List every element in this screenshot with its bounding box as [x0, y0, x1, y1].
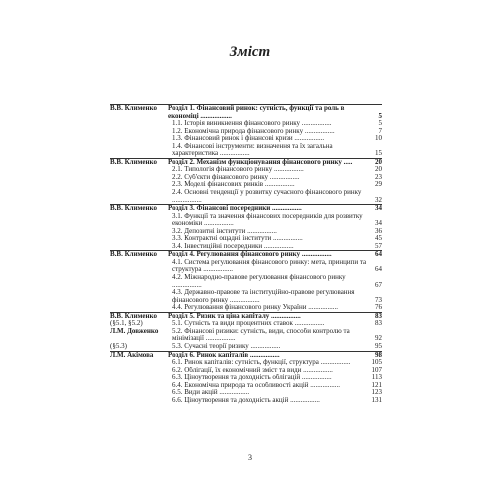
toc-chapter-row — [110, 104, 382, 120]
toc-section-title: 6.5. Види акцій ................. — [172, 389, 250, 397]
toc-section-title: 5.3. Сучасні теорії ризику ................. — [172, 342, 281, 350]
toc-page-number: 20 — [375, 157, 382, 166]
toc-section-row — [110, 243, 382, 251]
toc-section-row — [110, 359, 382, 367]
toc-chapter-title: Розділ 6. Ринок капіталів ................. — [168, 351, 280, 359]
toc-page-number: 131 — [371, 395, 382, 404]
toc-section-row — [110, 128, 382, 136]
toc-section-row — [110, 367, 382, 375]
toc-chapter-title: Розділ 3. Фінансові посередники ................. — [168, 205, 302, 213]
toc-page-number: 34 — [375, 204, 382, 213]
toc-section-row — [110, 328, 382, 343]
toc-section-title: 3.1. Функції та значення фінансових посередників для розвитку економіки ................. — [172, 212, 363, 228]
toc-section-row — [110, 389, 382, 397]
toc-author: В.В. Клименко — [110, 158, 157, 166]
toc-chapter-row — [110, 351, 382, 360]
toc-page-number: 20 — [375, 165, 382, 174]
toc-section-title: 1.1. Історія виникнення фінансового ринку ................. — [172, 120, 332, 128]
toc-section-row — [110, 343, 382, 351]
toc-page-number: 64 — [375, 265, 382, 274]
toc-section-row — [110, 189, 382, 204]
toc-author: В.В. Клименко — [110, 312, 157, 320]
toc-section-row — [110, 374, 382, 382]
toc-section-title: 1.4. Фінансові інструменти: визначення та їх загальна характеристика ................. — [172, 142, 333, 158]
toc-page-number: 32 — [375, 195, 382, 204]
toc-author: Л.М. Довженко — [110, 327, 159, 335]
toc-chapter-title: Розділ 4. Регулювання фінансового ринку ................. — [168, 251, 332, 259]
toc-page-number: 36 — [375, 226, 382, 235]
toc-section-row — [110, 320, 382, 328]
toc-page-number: 107 — [371, 365, 382, 374]
toc-page-number: 23 — [375, 172, 382, 181]
toc-page-number: 83 — [375, 311, 382, 320]
toc-section-title: 6.2. Облігації, їх економічний зміст та види ................. — [172, 366, 333, 374]
toc-page-number: 121 — [371, 380, 382, 389]
toc-author: В.В. Клименко — [110, 205, 157, 213]
toc-page-number: 5 — [378, 111, 382, 120]
toc-chapter-row — [110, 158, 382, 167]
toc-page-number: 73 — [375, 295, 382, 304]
toc-section-row — [110, 289, 382, 304]
toc-section-row — [110, 181, 382, 189]
table-of-contents — [110, 104, 382, 404]
toc-page-number: 34 — [375, 219, 382, 228]
toc-section-title: 1.2. Економічна природа фінансового ринку ................. — [172, 127, 335, 135]
toc-section-title: 6.4. Економічна природа та особливості акцій ................. — [172, 381, 341, 389]
toc-section-row — [110, 382, 382, 390]
toc-page-number: 123 — [371, 388, 382, 397]
toc-chapter-title: Розділ 2. Механізм функціонування фінансового ринку ..... — [168, 158, 353, 166]
toc-chapter-row — [110, 250, 382, 259]
toc-section-title: 2.1. Типологія фінансового ринку ................. — [172, 166, 304, 174]
toc-section-row — [110, 213, 382, 228]
toc-page-number: 10 — [375, 134, 382, 143]
toc-author: (§5.3) — [110, 342, 127, 350]
toc-chapter-row — [110, 312, 382, 321]
toc-section-row — [110, 397, 382, 405]
toc-section-title: 3.2. Депозитні інститути ................. — [172, 227, 277, 235]
toc-chapter-row — [110, 204, 382, 213]
toc-section-row — [110, 228, 382, 236]
toc-page-number: 67 — [375, 280, 382, 289]
toc-section-title: 6.6. Ціноутворення та доходність акцій ................. — [172, 396, 320, 404]
toc-section-row — [110, 166, 382, 174]
toc-section-row — [110, 235, 382, 243]
toc-page-number: 98 — [375, 350, 382, 359]
toc-section-row — [110, 274, 382, 289]
toc-page-number: 29 — [375, 180, 382, 189]
toc-chapter-title: Розділ 1. Фінансовий ринок: сутність, функції та роль в економіці .................. — [168, 105, 345, 120]
toc-page-number: 113 — [371, 373, 382, 382]
toc-section-title: 4.2. Міжнародно-правове регулювання фінансового ринку ................. — [172, 274, 346, 289]
toc-section-title: 6.3. Ціноутворення та доходність облігацій ................. — [172, 374, 332, 382]
toc-section-title: 3.4. Інвестиційні посередники ................. — [172, 242, 294, 250]
toc-section-title: 5.2. Фінансові ризики: сутність, види, способи контролю та мінімізації ................. — [172, 327, 350, 343]
toc-section-row — [110, 259, 382, 274]
toc-page-number: 7 — [378, 126, 382, 135]
toc-page-number: 92 — [375, 334, 382, 343]
toc-section-row — [110, 304, 382, 312]
toc-page-number: 45 — [375, 234, 382, 243]
toc-page-number: 64 — [375, 250, 382, 259]
page-title: Зміст — [229, 44, 271, 60]
toc-page-number: 105 — [371, 358, 382, 367]
toc-section-title: 3.3. Контрактні ощадні інститути ................. — [172, 235, 303, 243]
toc-section-title: 2.2. Суб'єкти фінансового ринку ................. — [172, 173, 300, 181]
toc-section-title: 6.1. Ринок капіталів: сутність, функції, структура ................. — [172, 359, 351, 367]
toc-page-number: 57 — [375, 241, 382, 250]
toc-author: Л.М. Акімова — [110, 351, 154, 359]
toc-chapter-title: Розділ 5. Ризик та ціна капіталу ................. — [168, 312, 301, 320]
toc-section-row — [110, 135, 382, 143]
toc-section-title: 2.4. Основні тенденції у розвитку сучасного фінансового ринку ................. — [172, 189, 362, 204]
page-number: 3 — [248, 453, 252, 462]
toc-section-title: 4.4. Регулювання фінансового ринку України ................. — [172, 304, 338, 312]
toc-section-title: 4.1. Система регулювання фінансового ринку: мета, принципи та структура ................. — [172, 258, 367, 274]
toc-author: В.В. Клименко — [110, 105, 157, 112]
toc-page-number: 76 — [375, 303, 382, 312]
toc-section-row — [110, 174, 382, 182]
toc-page-number: 5 — [378, 119, 382, 128]
toc-section-row — [110, 120, 382, 128]
toc-section-title: 4.3. Державно-правове та інституційно-правове регулювання фінансового ринку ................. — [172, 289, 355, 304]
toc-section-title: 5.1. Сутність та види процентних ставок ................. — [172, 320, 325, 328]
toc-author: (§5.1, §5.2) — [110, 320, 143, 328]
toc-section-row — [110, 143, 382, 158]
toc-author: В.В. Клименко — [110, 251, 157, 259]
toc-page-number: 15 — [375, 149, 382, 158]
toc-section-title: 1.3. Фінансовий ринок і фінансові кризи ................. — [172, 135, 325, 143]
toc-page-number: 83 — [375, 319, 382, 328]
toc-section-title: 2.3. Моделі фінансових ринків ................. — [172, 181, 295, 189]
toc-page-number: 95 — [375, 341, 382, 350]
